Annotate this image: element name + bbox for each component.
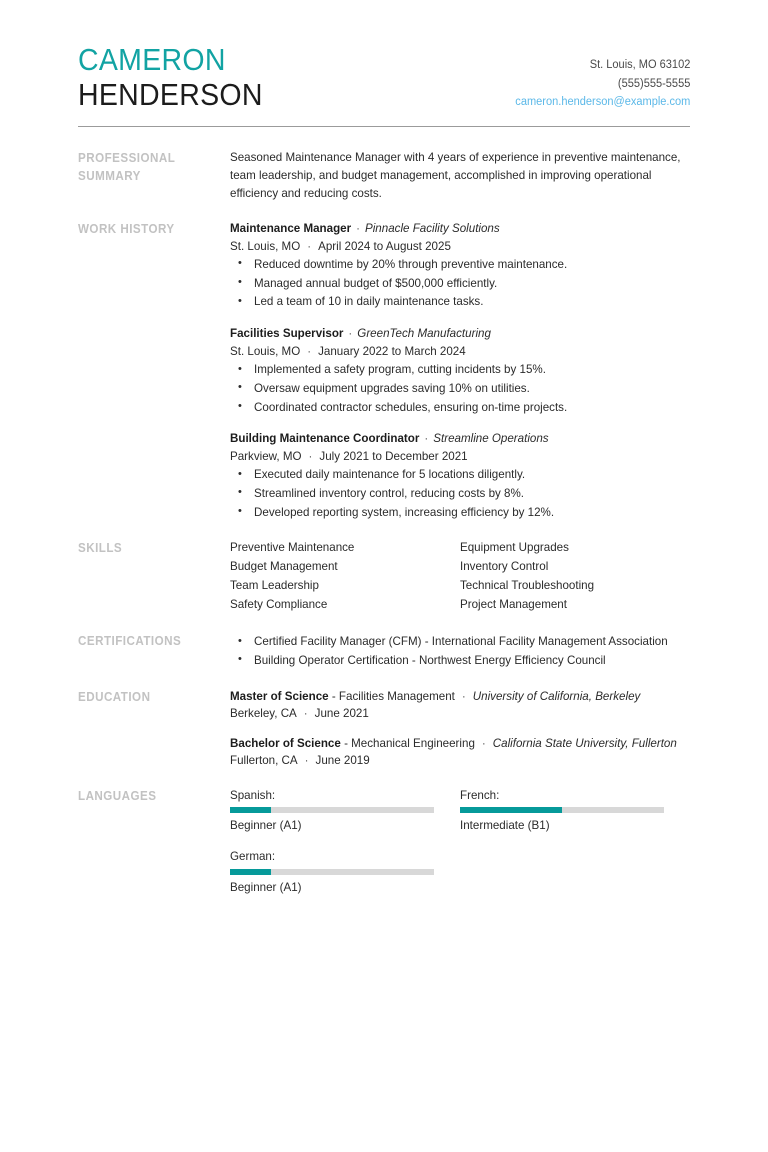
- education-entry: [230, 688, 690, 723]
- job-bullet: • Executed daily maintenance for 5 locations diligently.: [230, 466, 690, 485]
- job-entry: [230, 325, 690, 417]
- skills-grid: [230, 539, 690, 615]
- education-date: June 2019: [315, 754, 370, 768]
- contact-email[interactable]: cameron.henderson@example.com: [514, 96, 690, 109]
- candidate-name: [78, 44, 279, 110]
- section-label-certifications: CERTIFICATIONS: [78, 634, 182, 649]
- contact-phone[interactable]: (555)555-5555: [617, 77, 690, 90]
- skill-item: Preventive Maintenance: [230, 541, 355, 555]
- skill-item: Inventory Control: [460, 560, 549, 574]
- first-name: CAMERON: [78, 42, 226, 77]
- separator-dot: ·: [424, 432, 429, 446]
- education-body: [230, 688, 690, 770]
- job-entry: [230, 220, 690, 312]
- languages-grid: [230, 787, 690, 911]
- skill-item: Equipment Upgrades: [460, 541, 569, 555]
- section-certifications: [78, 632, 690, 671]
- section-label-summary: PROFESSIONAL SUMMARY: [78, 150, 176, 183]
- skill-item: Project Management: [460, 598, 567, 612]
- language-level: Intermediate (B1): [460, 819, 550, 832]
- section-label-work-history: WORK HISTORY: [78, 222, 175, 237]
- certification-item: • Certified Facility Manager (CFM) - International Facility Management Association: [230, 633, 690, 652]
- language-item: [460, 787, 690, 835]
- certification-list: [230, 633, 690, 671]
- education-degree: Bachelor of Science: [230, 736, 341, 750]
- language-name: French:: [460, 788, 500, 802]
- section-work-history: [78, 220, 690, 522]
- language-name: German:: [230, 850, 276, 864]
- education-headline: [230, 735, 690, 753]
- education-location: Berkeley, CA: [230, 707, 297, 721]
- education-location: Fullerton, CA: [230, 754, 298, 768]
- job-dates: January 2022 to March 2024: [318, 344, 466, 358]
- section-label-skills: SKILLS: [78, 541, 123, 556]
- language-level: Beginner (A1): [230, 880, 302, 894]
- job-meta: [230, 238, 690, 255]
- job-bullet: • Led a team of 10 in daily maintenance tasks.: [230, 293, 690, 312]
- education-entry: [230, 735, 690, 770]
- language-item: [230, 787, 460, 835]
- skill-item: Team Leadership: [230, 579, 319, 593]
- job-company: GreenTech Manufacturing: [357, 327, 491, 341]
- certification-item: • Building Operator Certification - Northwest Energy Efficiency Council: [230, 652, 690, 671]
- language-proficiency-fill: [230, 869, 271, 875]
- section-skills: [78, 539, 690, 615]
- separator-dot: ·: [356, 222, 360, 236]
- skill-item: Budget Management: [230, 560, 338, 574]
- last-name: HENDERSON: [78, 77, 263, 112]
- job-headline: [230, 430, 690, 447]
- separator-dot: ·: [348, 327, 353, 341]
- certifications-body: [230, 632, 690, 671]
- job-location: Parkview, MO: [230, 449, 302, 463]
- education-headline: [230, 688, 690, 706]
- education-school: University of California, Berkeley: [472, 689, 641, 703]
- separator-dot: ·: [303, 707, 308, 721]
- job-title: Building Maintenance Coordinator: [230, 432, 420, 446]
- job-headline: [230, 325, 690, 342]
- contact-info: [515, 44, 690, 112]
- separator-dot: ·: [481, 736, 486, 750]
- separator-dot: ·: [308, 449, 313, 463]
- job-bullet: • Streamlined inventory control, reducing costs by 8%.: [230, 485, 690, 504]
- language-proficiency-bar: [460, 807, 664, 813]
- summary-body: [230, 149, 690, 203]
- language-proficiency-bar: [230, 807, 434, 813]
- skills-column-right: [460, 539, 690, 615]
- job-title: Facilities Supervisor: [230, 327, 344, 341]
- skills-column-left: [230, 539, 460, 615]
- job-company: Pinnacle Facility Solutions: [365, 222, 500, 236]
- job-dates: April 2024 to August 2025: [318, 239, 451, 253]
- job-location: St. Louis, MO: [230, 344, 301, 358]
- job-bullet: • Coordinated contractor schedules, ensuring on-time projects.: [230, 399, 690, 418]
- job-bullet: • Reduced downtime by 20% through preventive maintenance.: [230, 256, 690, 275]
- job-entry: [230, 430, 690, 522]
- header-divider: [78, 126, 690, 127]
- education-degree: Master of Science: [230, 689, 329, 703]
- language-proficiency-fill: [460, 807, 562, 813]
- job-meta: [230, 448, 690, 465]
- separator-dot: ·: [461, 689, 466, 703]
- language-name: Spanish:: [230, 788, 276, 802]
- job-bullets: [230, 256, 690, 312]
- language-level: Beginner (A1): [230, 819, 302, 832]
- education-field: - Facilities Management: [331, 689, 455, 703]
- separator-dot: ·: [304, 754, 309, 768]
- language-proficiency-fill: [230, 807, 271, 813]
- education-field: - Mechanical Engineering: [344, 736, 475, 750]
- job-bullet: • Managed annual budget of $500,000 efficiently.: [230, 275, 690, 294]
- skill-item: Technical Troubleshooting: [460, 579, 595, 593]
- job-meta: [230, 343, 690, 360]
- job-location: St. Louis, MO: [230, 239, 301, 253]
- job-bullet: • Implemented a safety program, cutting incidents by 15%.: [230, 361, 690, 380]
- section-label-languages: LANGUAGES: [78, 788, 157, 803]
- education-meta: [230, 705, 690, 722]
- contact-location: St. Louis, MO 63102: [589, 59, 690, 71]
- education-meta: [230, 752, 690, 769]
- job-bullets: [230, 466, 690, 522]
- job-bullet: • Oversaw equipment upgrades saving 10% on utilities.: [230, 380, 690, 399]
- resume-header: [78, 44, 690, 126]
- summary-text: Seasoned Maintenance Manager with 4 years of experience in preventive maintenance, team leadership, and budget management, accomplished in improving operational efficiency and reducing costs.: [230, 150, 681, 201]
- section-languages: [78, 787, 690, 911]
- language-item: [230, 848, 460, 896]
- separator-dot: ·: [307, 239, 312, 253]
- education-school: California State University, Fullerton: [492, 736, 677, 750]
- job-company: Streamline Operations: [433, 432, 549, 446]
- job-headline: [230, 220, 690, 237]
- education-date: June 2021: [314, 707, 369, 721]
- job-bullets: [230, 361, 690, 417]
- job-dates: July 2021 to December 2021: [319, 449, 468, 463]
- separator-dot: ·: [307, 344, 312, 358]
- section-label-education: EDUCATION: [78, 689, 151, 704]
- job-title: Maintenance Manager: [230, 222, 352, 236]
- section-education: [78, 688, 690, 770]
- section-professional-summary: [78, 149, 690, 203]
- language-proficiency-bar: [230, 869, 434, 875]
- skills-body: [230, 539, 690, 615]
- job-bullet: • Developed reporting system, increasing efficiency by 12%.: [230, 504, 690, 523]
- work-history-body: [230, 220, 690, 522]
- languages-body: [230, 787, 690, 911]
- skill-item: Safety Compliance: [230, 598, 328, 612]
